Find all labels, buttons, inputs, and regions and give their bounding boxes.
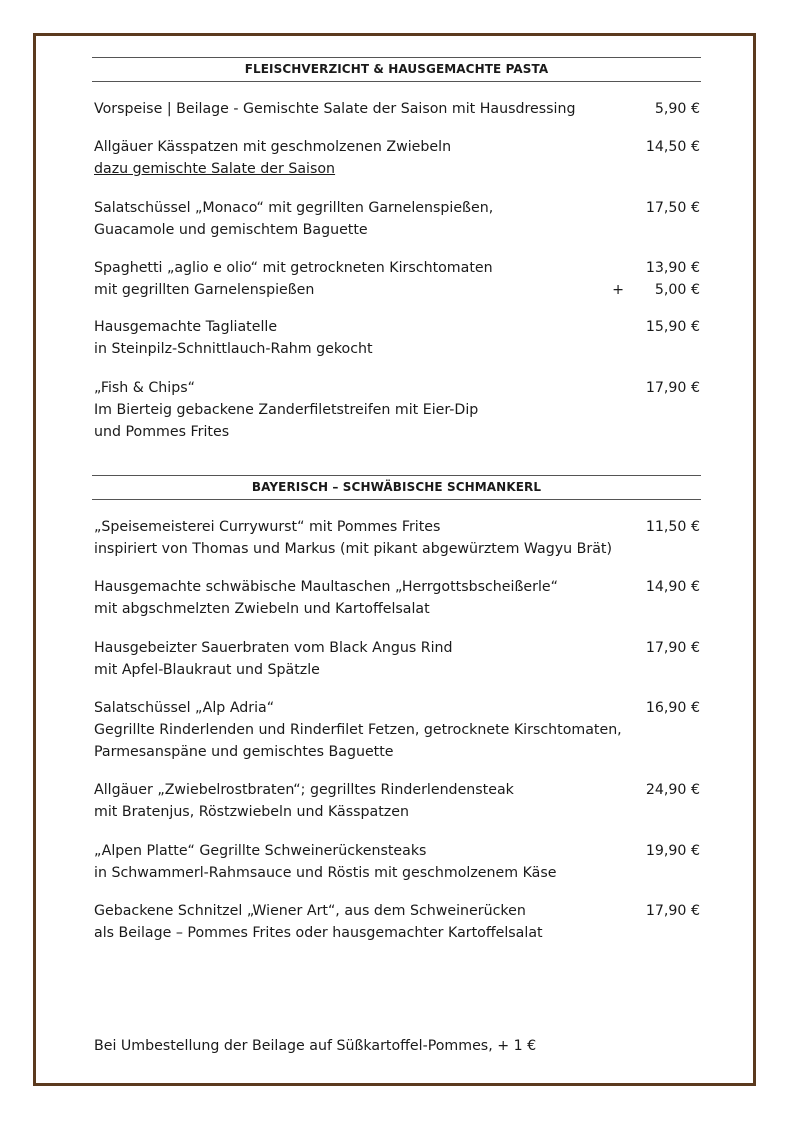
menu-item: [94, 98, 700, 120]
item-name: Hausgebeizter Sauerbraten vom Black Angus Rind: [94, 640, 453, 656]
item-price: 17,50 €: [645, 200, 700, 216]
item-description: in Schwammerl-Rahmsauce und Röstis mit geschmolzenem Käse: [94, 865, 557, 881]
item-price: 15,90 €: [645, 319, 700, 335]
section-heading-bavarian-swabian: BAYERISCH – SCHWÄBISCHE SCHMANKERL: [92, 475, 701, 500]
menu-item: [94, 257, 700, 301]
item-name: Spaghetti „aglio e olio“ mit getrockneten Kirschtomaten: [94, 260, 493, 276]
menu-item: [94, 516, 700, 560]
section-heading-vegetarian-pasta: FLEISCHVERZICHT & HAUSGEMACHTE PASTA: [92, 57, 701, 82]
item-description: inspiriert von Thomas und Markus (mit pikant abgewürztem Wagyu Brät): [94, 541, 613, 557]
menu-item: [94, 779, 700, 823]
item-price: 17,90 €: [645, 640, 700, 656]
item-name: Allgäuer Kässpatzen mit geschmolzenen Zwiebeln: [94, 139, 452, 155]
menu-item: [94, 637, 700, 681]
item-description: dazu gemischte Salate der Saison: [94, 161, 336, 177]
footer-note: Bei Umbestellung der Beilage auf Süßkartoffel-Pommes, + 1 €: [94, 1038, 537, 1054]
item-name: Hausgemachte schwäbische Maultaschen „Herrgottsbscheißerle“: [94, 579, 558, 595]
menu-item: [94, 900, 700, 944]
item-description: mit Bratenjus, Röstzwiebeln und Kässpatzen: [94, 804, 409, 820]
item-description: Guacamole und gemischtem Baguette: [94, 222, 368, 238]
item-price: 17,90 €: [645, 903, 700, 919]
item-name: Vorspeise | Beilage - Gemischte Salate der Saison mit Hausdressing: [94, 101, 576, 117]
item-description: Im Bierteig gebackene Zanderfiletstreifen mit Eier-Dip: [94, 402, 479, 418]
item-name: „Fish & Chips“: [94, 380, 195, 396]
item-price: 11,50 €: [645, 519, 700, 535]
item-description: mit abgschmelzten Zwiebeln und Kartoffelsalat: [94, 601, 430, 617]
item-price: 24,90 €: [645, 782, 700, 798]
item-price: 14,90 €: [645, 579, 700, 595]
menu-item: [94, 316, 700, 360]
item-name: „Speisemeisterei Currywurst“ mit Pommes Frites: [94, 519, 441, 535]
item-description: Gegrillte Rinderlenden und Rinderfilet Fetzen, getrocknete Kirschtomaten,: [94, 722, 622, 738]
item-price: 19,90 €: [645, 843, 700, 859]
menu-item: [94, 197, 700, 241]
item-name: Hausgemachte Tagliatelle: [94, 319, 278, 335]
menu-item: [94, 840, 700, 884]
item-price: 14,50 €: [645, 139, 700, 155]
menu-item: [94, 697, 700, 763]
item-description: in Steinpilz-Schnittlauch-Rahm gekocht: [94, 341, 373, 357]
surcharge-sign: +: [612, 282, 624, 298]
item-price: 13,90 €: [645, 260, 700, 276]
surcharge-price: 5,00 €: [654, 282, 700, 298]
menu-item: [94, 576, 700, 620]
item-name: Allgäuer „Zwiebelrostbraten“; gegrilltes Rinderlendensteak: [94, 782, 514, 798]
item-name: Gebackene Schnitzel „Wiener Art“, aus dem Schweinerücken: [94, 903, 526, 919]
item-price: 5,90 €: [654, 101, 700, 117]
item-description: Parmesanspäne und gemischtes Baguette: [94, 744, 394, 760]
menu-item: [94, 136, 700, 180]
item-description: und Pommes Frites: [94, 424, 230, 440]
item-name: „Alpen Platte“ Gegrillte Schweinerückensteaks: [94, 843, 427, 859]
menu-item: [94, 377, 700, 443]
item-description: mit gegrillten Garnelenspießen: [94, 282, 315, 298]
item-price: 17,90 €: [645, 380, 700, 396]
item-description: mit Apfel-Blaukraut und Spätzle: [94, 662, 320, 678]
item-price: 16,90 €: [645, 700, 700, 716]
item-name: Salatschüssel „Monaco“ mit gegrillten Garnelenspießen,: [94, 200, 494, 216]
item-name: Salatschüssel „Alp Adria“: [94, 700, 275, 716]
item-description: als Beilage – Pommes Frites oder hausgemachter Kartoffelsalat: [94, 925, 543, 941]
